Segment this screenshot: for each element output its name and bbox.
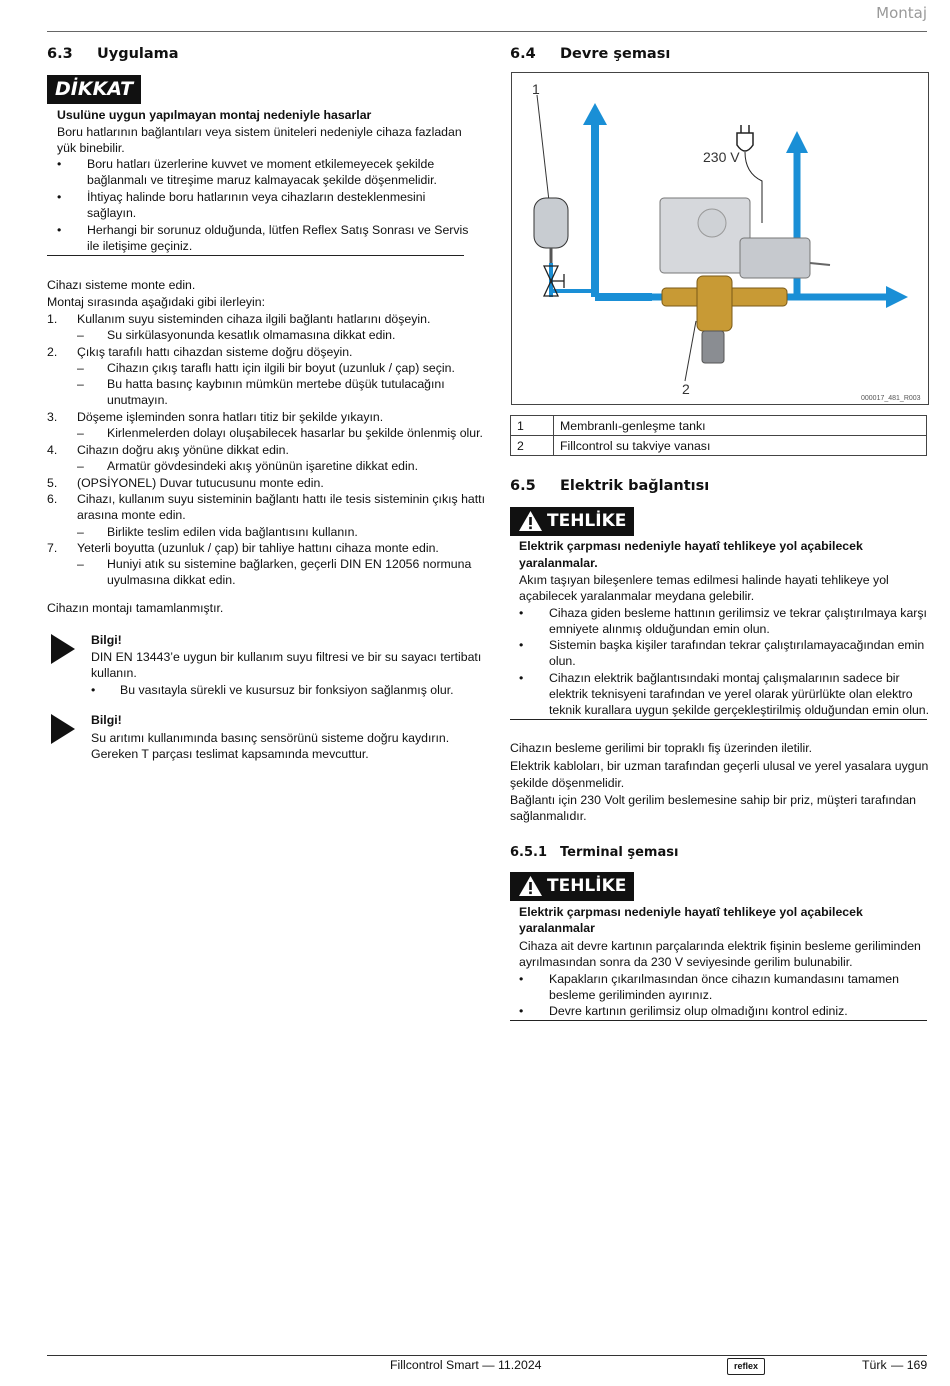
caution-end-rule	[47, 255, 464, 256]
sub-step-text: unutmayın.	[107, 393, 168, 407]
section-title: Elektrik bağlantısı	[560, 478, 710, 494]
footer-product: Fillcontrol Smart — 11.2024	[390, 1358, 542, 1372]
sub-step-text: Su sirkülasyonunda kesatlık olmamasına dikkat edin.	[107, 328, 396, 342]
expansion-tank	[534, 198, 568, 248]
danger-intro: ayrılmasından sonra da 230 V seviyesinde gerilim bulunabilir.	[519, 955, 853, 969]
section-6-5-heading	[510, 478, 709, 494]
leader-line	[685, 321, 696, 381]
section-number: 6.3	[47, 46, 73, 62]
legend-text: Membranlı-genleşme tankı	[554, 416, 927, 436]
caution-intro-line: Boru hatlarının bağlantıları veya sistem üniteleri nedeniyle cihaza fazladan	[57, 125, 462, 139]
caution-bullet-line: bağlanmalı ve titreşime maruz kalmayacak şekilde döşenmelidir.	[87, 173, 437, 187]
legend-table	[510, 415, 927, 456]
step-text: Cihazı, kullanım suyu sisteminin bağlantı hattı ile tesis sisteminin çıkış hattı	[77, 492, 486, 506]
legend-number: 1	[511, 416, 554, 436]
danger-bullet: emniyete alınmış olduğundan emin olun.	[549, 622, 770, 636]
bullet-dot: •	[519, 972, 524, 986]
bullet-dot: •	[57, 190, 62, 204]
danger-bullet: Devre kartının gerilimsiz olup olmadığını kontrol ediniz.	[549, 1004, 848, 1018]
section-6-4-heading	[510, 46, 670, 62]
controller-box	[740, 238, 810, 278]
voltage-label: 230 V	[703, 149, 740, 165]
danger-heading: Elektrik çarpması nedeniyle hayatî tehlikeye yol açabilecek	[519, 539, 863, 553]
step-text: arasına monte edin.	[77, 508, 186, 522]
body-text: Cihazın besleme gerilimi bir topraklı fiş üzerinden iletilir.	[510, 741, 813, 755]
step-text: Çıkış tarafılı hattı cihazdan sisteme doğru döşeyin.	[77, 345, 353, 359]
section-6-3-heading	[47, 46, 179, 62]
section-title: Terminal şeması	[560, 845, 679, 860]
step-number: 7.	[47, 541, 58, 555]
info-text: Su arıtımı kullanımında basınç sensörünü sisteme doğru kaydırın.	[91, 731, 450, 745]
device-cable	[810, 263, 830, 265]
danger-bullet: elektrik teknisyeni tarafından ve yerel olarak yürürlükte olan elektro	[549, 687, 913, 701]
caution-label: DİKKAT	[47, 75, 141, 104]
drain-funnel	[702, 331, 724, 363]
sub-step-text: Armatür gövdesindeki akış yönünün işaretine dikkat edin.	[107, 459, 419, 473]
danger-bullet: Kapakların çıkarılmasından önce cihazın kumandasını tamamen	[549, 972, 899, 986]
diagram-label-2: 2	[682, 381, 690, 397]
valve-housing	[697, 276, 732, 331]
sub-dash: –	[77, 426, 84, 440]
step-text: (OPSİYONEL) Duvar tutucusunu monte edin.	[77, 476, 324, 490]
step-number: 1.	[47, 312, 58, 326]
caution-bullet-line: sağlayın.	[87, 206, 137, 220]
danger-heading: yaralanmalar	[519, 921, 595, 935]
danger-intro: açabilecek yaralanmalar meydana gelebilir.	[519, 589, 755, 603]
reflex-logo: reflex	[727, 1358, 765, 1375]
sub-dash: –	[77, 328, 84, 342]
leader-line	[537, 95, 549, 201]
danger-intro: Akım taşıyan bileşenlere temas edilmesi halinde hayati tehlikeye yol	[519, 573, 889, 587]
table-row	[511, 436, 927, 456]
device-display	[698, 209, 726, 237]
step-number: 6.	[47, 492, 58, 506]
step-text: Yeterli boyutta (uzunluk / çap) bir tahliye hattını cihaza monte edin.	[77, 541, 439, 555]
bullet-dot: •	[519, 671, 524, 685]
info-text: DIN EN 13443’e uygun bir kullanım suyu filtresi ve bir su sayacı tertibatı	[91, 650, 482, 664]
sub-step-text: Bu hatta basınç kaybının mümkün mertebe düşük tutulacağını	[107, 377, 445, 391]
sub-step-text: Cihazın çıkış taraflı hattı için ilgili bir boyut (uzunluk / çap) seçin.	[107, 361, 455, 375]
info-play-icon	[51, 714, 75, 744]
caution-bullet-line: Herhangi bir sorunuz olduğunda, lütfen Reflex Satış Sonrası ve Servis	[87, 223, 469, 237]
caution-bullet-line: İhtiyaç halinde boru hatlarının veya cihazların desteklenmesini	[87, 190, 426, 204]
info-text: kullanın.	[91, 666, 137, 680]
danger-bullet: besleme geriliminden ayırınız.	[549, 988, 713, 1002]
danger-heading: Elektrik çarpması nedeniyle hayatî tehlikeye yol açabilecek	[519, 905, 863, 919]
circuit-diagram	[511, 72, 929, 405]
completion-text: Cihazın montajı tamamlanmıştır.	[47, 601, 224, 615]
danger-bullet: Cihazın elektrik bağlantısındaki montaj çalışmalarının sadece bir	[549, 671, 900, 685]
danger-bullet: Sistemin başka kişiler tarafından tekrar çalıştırılamayacağından emin	[549, 638, 925, 652]
info-play-icon	[51, 634, 75, 664]
footer-rule	[47, 1355, 927, 1356]
drawing-code: 000017_481_R003	[861, 395, 921, 402]
flow-arrow	[583, 103, 607, 125]
caution-bullet-line: ile iletişime geçiniz.	[87, 239, 193, 253]
bullet-dot: •	[519, 606, 524, 620]
bullet-dot: •	[57, 223, 62, 237]
body-text: Bağlantı için 230 Volt gerilim beslemesine sahip bir priz, müşteri tarafından	[510, 793, 917, 807]
danger-heading: yaralanmalar.	[519, 556, 598, 570]
info-bullet: Bu vasıtayla sürekli ve kusursuz bir fonksiyon sağlanmış olur.	[120, 683, 454, 697]
intro-text: Cihazı sisteme monte edin.	[47, 278, 196, 292]
sub-dash: –	[77, 557, 84, 571]
step-text: Kullanım suyu sisteminden cihaza ilgili bağlantı hatlarını döşeyin.	[77, 312, 431, 326]
flow-arrow	[786, 131, 808, 153]
danger-label	[510, 872, 634, 901]
sub-step-text: uyulmasına dikkat edin.	[107, 573, 236, 587]
section-number: 6.4	[510, 46, 536, 62]
step-text: Cihazın doğru akış yönüne dikkat edin.	[77, 443, 289, 457]
sub-dash: –	[77, 377, 84, 391]
bullet-dot: •	[519, 1004, 524, 1018]
danger-bullet: olun.	[549, 654, 576, 668]
flow-arrow	[886, 286, 908, 308]
header-rule	[47, 31, 927, 32]
danger-label	[510, 507, 634, 536]
section-title: Uygulama	[97, 46, 179, 62]
bullet-dot: •	[91, 683, 96, 697]
danger-label-text: TEHLİKE	[547, 876, 627, 896]
caution-bullet-line: Boru hatları üzerlerine kuvvet ve moment etkilemeyecek şekilde	[87, 157, 435, 171]
sub-dash: –	[77, 525, 84, 539]
sub-dash: –	[77, 361, 84, 375]
danger-end-rule	[510, 1020, 927, 1021]
danger-end-rule	[510, 719, 927, 720]
info-text: Gereken T parçası teslimat kapsamında mevcuttur.	[91, 747, 369, 761]
table-row	[511, 416, 927, 436]
footer-language: Türk	[862, 1358, 887, 1372]
step-text: Döşeme işleminden sonra hatları titiz bir şekilde yıkayın.	[77, 410, 384, 424]
diagram-label-1: 1	[532, 81, 540, 97]
bullet-dot: •	[519, 638, 524, 652]
sub-step-text: Huniyi atık su sistemine bağlarken, geçerli DIN EN 12056 normuna	[107, 557, 472, 571]
body-text: şekilde döşenmelidir.	[510, 776, 625, 790]
step-number: 3.	[47, 410, 58, 424]
step-number: 5.	[47, 476, 58, 490]
danger-bullet: teknik kurallara uygun şekilde gerçekleştirilmiş olduğundan emin olun.	[549, 703, 930, 717]
chapter-header: Montaj	[876, 4, 927, 22]
warning-triangle-icon	[518, 875, 543, 897]
info-title: Bilgi!	[91, 713, 122, 727]
info-title: Bilgi!	[91, 633, 122, 647]
section-number: 6.5	[510, 478, 536, 494]
intro-text: Montaj sırasında aşağıdaki gibi ilerleyin:	[47, 295, 266, 309]
section-number: 6.5.1	[510, 845, 548, 860]
step-number: 2.	[47, 345, 58, 359]
sub-step-text: Birlikte teslim edilen vida bağlantısını kullanın.	[107, 525, 358, 539]
warning-triangle-icon	[518, 510, 543, 532]
caution-intro-line: yük binebilir.	[57, 141, 125, 155]
sub-dash: –	[77, 459, 84, 473]
section-title: Devre şeması	[560, 46, 671, 62]
danger-label-text: TEHLİKE	[547, 511, 627, 531]
section-6-5-1-heading	[510, 845, 678, 860]
bullet-dot: •	[57, 157, 62, 171]
body-text: sağlanmalıdır.	[510, 809, 587, 823]
step-number: 4.	[47, 443, 58, 457]
circuit-diagram-drawing	[512, 73, 928, 404]
danger-intro: Cihaza ait devre kartının parçalarında elektrik fişinin besleme geriliminden	[519, 939, 921, 953]
legend-number: 2	[511, 436, 554, 456]
page-number: — 169	[891, 1358, 928, 1372]
legend-text: Fillcontrol su takviye vanası	[554, 436, 927, 456]
body-text: Elektrik kabloları, bir uzman tarafından geçerli ulusal ve yerel yasalara uygun	[510, 759, 929, 773]
caution-heading: Usulüne uygun yapılmayan montaj nedeniyle hasarlar	[57, 108, 372, 122]
sub-step-text: Kirlenmelerden dolayı oluşabilecek hasarlar bu şekilde önlenmiş olur.	[107, 426, 483, 440]
danger-bullet: Cihaza giden besleme hattının gerilimsiz ve tekrar çalıştırılmaya karşı	[549, 606, 927, 620]
